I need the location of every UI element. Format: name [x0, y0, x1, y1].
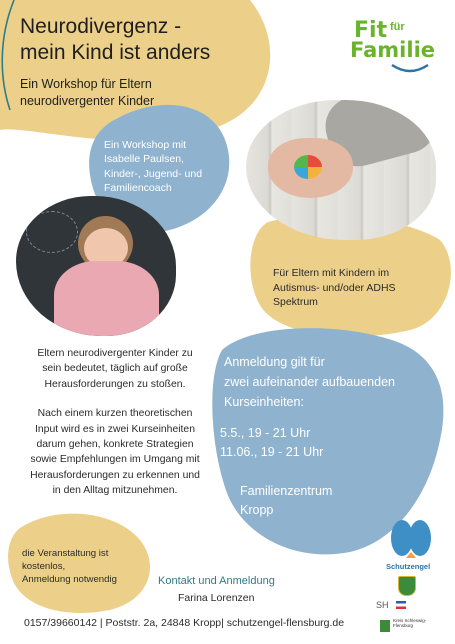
course-dates	[220, 424, 323, 462]
subtitle	[20, 76, 154, 110]
audience-line: Autismus- und/oder ADHS	[273, 281, 396, 294]
contact-name: Farina Lorenzen	[178, 592, 255, 604]
intro-line: darum gehen, konkrete Strategien	[36, 438, 194, 450]
title-line: Neurodivergenz -	[20, 15, 182, 38]
registration-line: zwei aufeinander aufbauenden	[224, 375, 395, 389]
intro-text	[12, 346, 218, 499]
schutzengel-logo	[386, 518, 436, 578]
coach-line: Familiencoach	[104, 182, 172, 195]
schutzengel-label: Schutzengel	[386, 562, 431, 571]
coach-info	[104, 138, 202, 196]
crest-icon	[398, 576, 416, 596]
venue-line: Familienzentrum	[240, 484, 333, 498]
free-note-line: die Veranstaltung ist	[22, 548, 109, 559]
intro-line: in den Alltag mitzunehmen.	[52, 485, 178, 497]
logo-familie: Familie	[350, 38, 436, 62]
registration-line: Anmeldung gilt für	[224, 355, 325, 369]
coach-line: Ein Workshop mit	[104, 139, 187, 151]
logo-fit: Fit	[354, 18, 388, 43]
fit-fuer-familie-logo	[350, 18, 445, 73]
intro-line: Input wird es in zwei Kurseinheiten	[35, 423, 195, 435]
logo-smile-icon	[390, 63, 430, 75]
kreis-logo	[380, 618, 440, 636]
audience-info	[273, 266, 396, 310]
sh-flag-icon	[396, 601, 406, 609]
free-note-line: kostenlos,	[22, 560, 66, 572]
course-date: 11.06., 19 - 21 Uhr	[220, 444, 324, 459]
puzzle-heart-icon	[294, 155, 322, 179]
logo-fuer: für	[390, 21, 405, 33]
kreis-label: Kreis Schleswig-Flensburg	[393, 618, 427, 629]
intro-line: Eltern neurodivergenter Kinder zu	[37, 348, 193, 359]
subtitle-line: neurodivergenter Kinder	[20, 93, 155, 108]
intro-line: Herausforderungen zu stoßen.	[44, 378, 186, 390]
footer-contact: 0157/39660142 | Poststr. 2a, 24848 Kropp| schutzengel-flensburg.de	[24, 617, 345, 629]
coach-line: Kinder-, Jugend- und	[104, 167, 203, 180]
kreis-icon	[380, 620, 390, 632]
venue	[240, 482, 332, 520]
free-note	[22, 548, 117, 587]
child-sweater	[54, 261, 159, 336]
subtitle-line: Ein Workshop für Eltern	[20, 77, 152, 91]
intro-line	[12, 392, 218, 406]
audience-line: Spektrum	[273, 296, 318, 309]
free-note-line: Anmeldung notwendig	[22, 573, 117, 585]
page-title	[20, 14, 210, 66]
registration-info	[224, 352, 395, 412]
intro-line: Nach einem kurzen theoretischen	[37, 408, 193, 420]
intro-line: Herausforderungen zu erkennen und	[30, 469, 200, 481]
venue-line: Kropp	[240, 502, 274, 517]
audience-line: Für Eltern mit Kindern im	[273, 267, 390, 279]
intro-line: sowie Empfehlungen im Umgang mit	[30, 454, 200, 466]
intro-line: sein bedeutet, täglich auf große	[42, 363, 188, 375]
contact-heading: Kontakt und Anmeldung	[158, 575, 275, 587]
sh-logo: SH	[376, 600, 389, 610]
registration-line: Kurseinheiten:	[224, 395, 304, 409]
schutzengel-wings-icon	[388, 518, 434, 558]
chalk-marks	[26, 211, 78, 253]
coach-line: Isabelle Paulsen,	[104, 153, 184, 166]
title-line: mein Kind ist anders	[20, 40, 211, 64]
course-date: 5.5., 19 - 21 Uhr	[220, 426, 311, 440]
